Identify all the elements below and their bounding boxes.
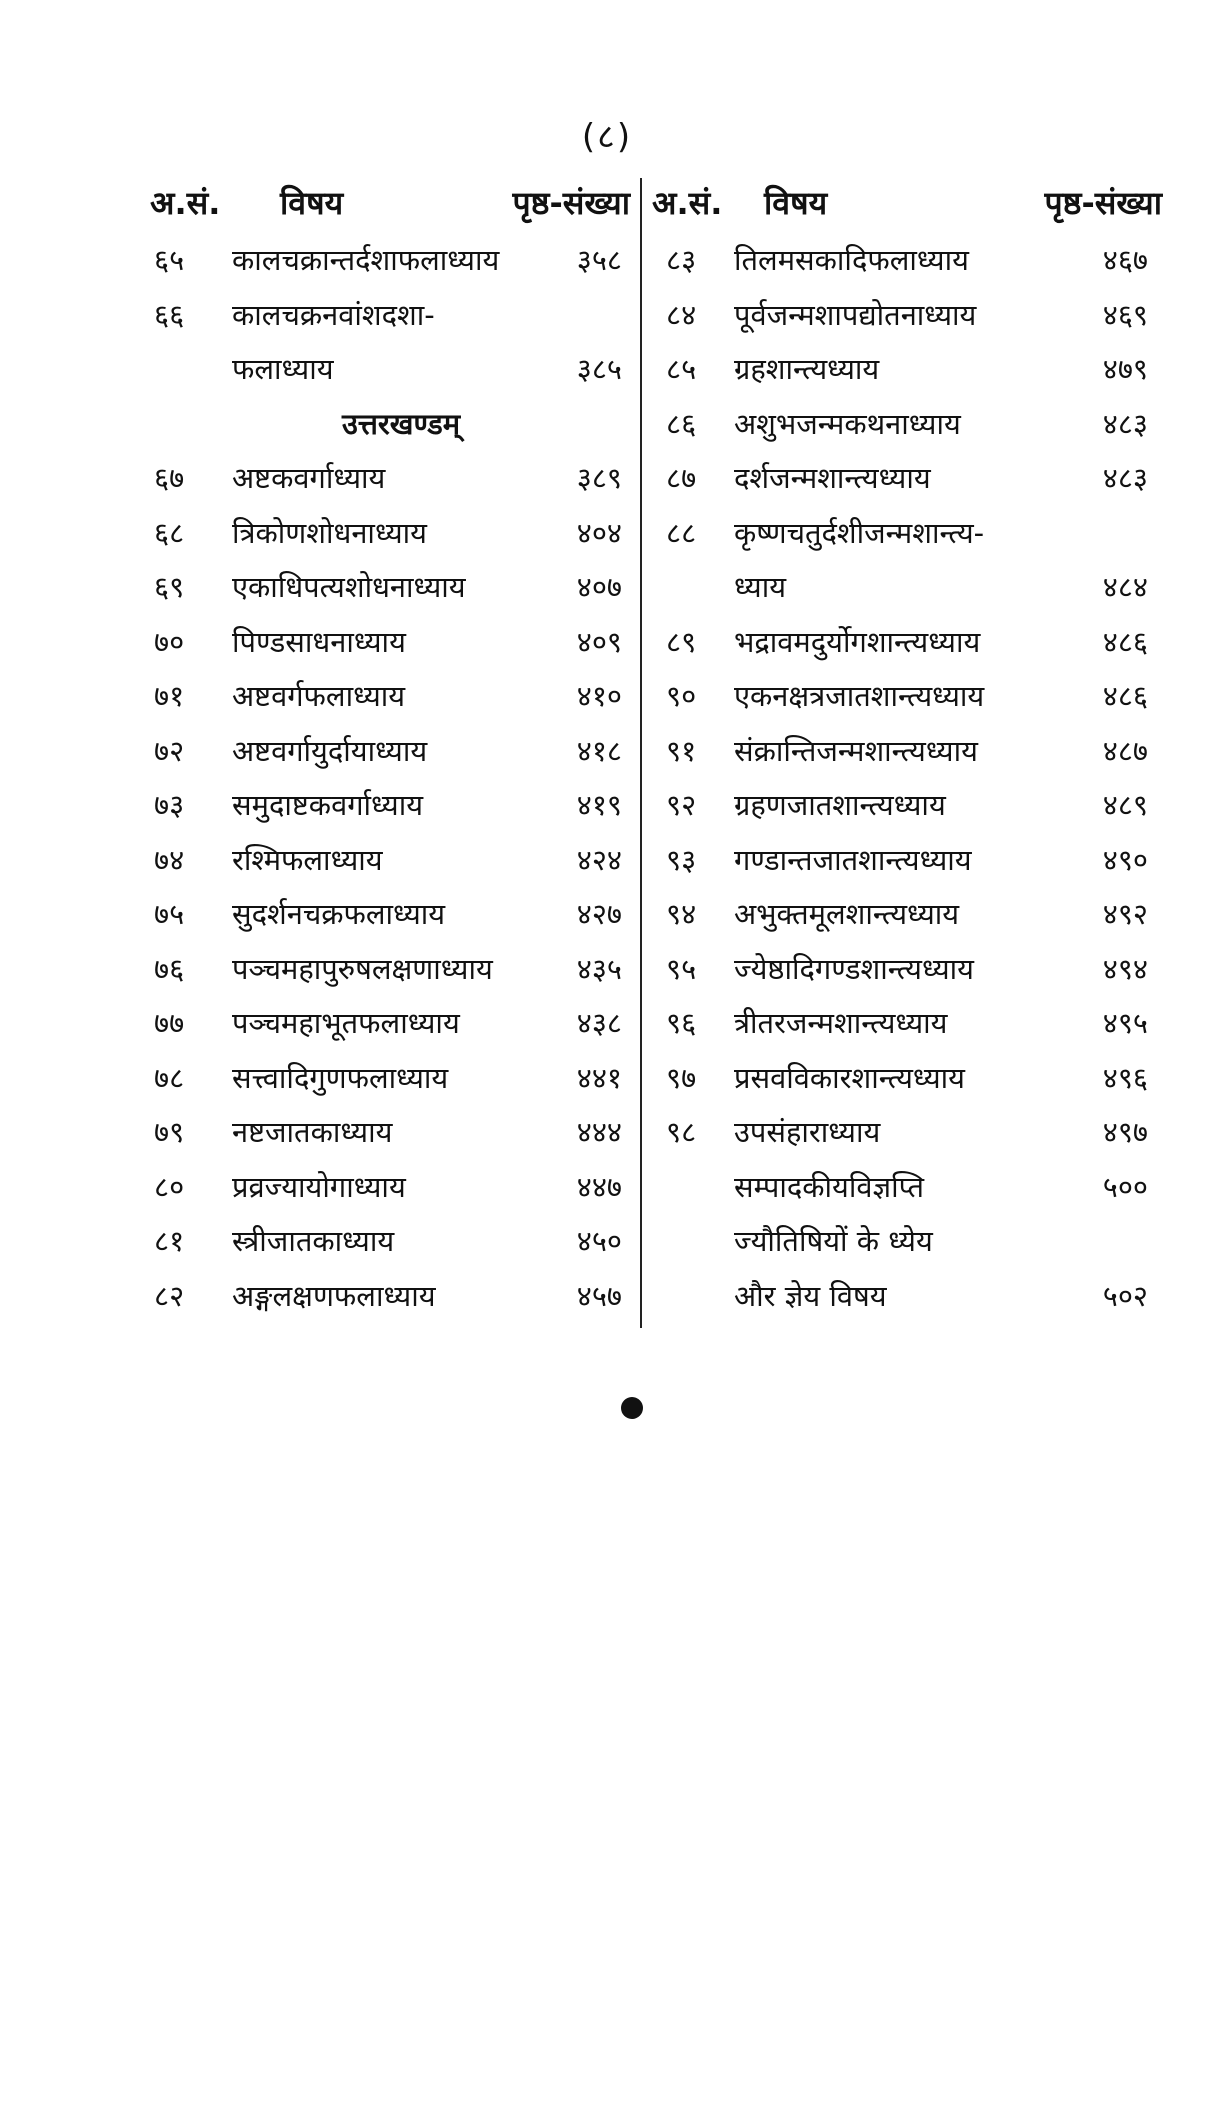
toc-row bbox=[140, 1213, 630, 1268]
toc-left-rows bbox=[140, 232, 630, 1322]
toc-page: ४८६ bbox=[1102, 624, 1148, 659]
toc-title: तिलमसकादिफलाध्याय bbox=[734, 243, 969, 277]
toc-right-rows bbox=[652, 232, 1162, 1322]
toc-num: ६७ bbox=[154, 461, 185, 495]
toc-page: ४४७ bbox=[576, 1169, 622, 1204]
toc-row bbox=[652, 1213, 1162, 1268]
toc-title: अष्टवर्गायुर्दायाध्याय bbox=[232, 733, 428, 768]
toc-page: ४८३ bbox=[1102, 406, 1148, 441]
toc-num: ९६ bbox=[666, 1006, 697, 1040]
toc-title: पञ्चमहाभूतफलाध्याय bbox=[232, 1006, 460, 1040]
toc-row bbox=[140, 886, 630, 941]
toc-page: ४३८ bbox=[576, 1006, 622, 1040]
toc-page: ४०४ bbox=[576, 515, 622, 550]
toc-row bbox=[652, 723, 1162, 778]
toc-num: ६८ bbox=[154, 515, 185, 550]
toc-page: ४४४ bbox=[576, 1115, 622, 1149]
toc-title: सुदर्शनचक्रफलाध्याय bbox=[232, 897, 446, 931]
toc-title: प्रसवविकारशान्त्यध्याय bbox=[734, 1060, 965, 1095]
toc-row bbox=[652, 1268, 1162, 1323]
toc-page: ४५७ bbox=[576, 1278, 622, 1313]
toc-num: ८२ bbox=[154, 1278, 185, 1313]
toc-page: ३८९ bbox=[576, 461, 622, 495]
toc-num: ८७ bbox=[666, 461, 697, 495]
header-page: पृष्ठ-संख्या bbox=[512, 184, 630, 222]
toc-page: ४९७ bbox=[1102, 1115, 1148, 1149]
toc-row bbox=[652, 505, 1162, 560]
toc-page: ४९४ bbox=[1102, 951, 1148, 986]
toc-title: रश्मिफलाध्याय bbox=[232, 842, 383, 877]
toc-title: पञ्चमहापुरुषलक्षणाध्याय bbox=[232, 951, 493, 986]
toc-title: कालचक्रनवांशदशा- bbox=[232, 297, 435, 332]
toc-num: ७९ bbox=[154, 1115, 185, 1149]
page-number: (८) bbox=[581, 117, 633, 157]
toc-row bbox=[140, 995, 630, 1050]
toc-num: ६६ bbox=[154, 297, 185, 332]
toc-row bbox=[140, 341, 630, 396]
toc-num: ९१ bbox=[666, 733, 697, 768]
toc-row bbox=[652, 232, 1162, 287]
toc-title: कालचक्रान्तर्दशाफलाध्याय bbox=[232, 243, 500, 277]
toc-page: ४६९ bbox=[1102, 297, 1148, 332]
toc-row bbox=[652, 668, 1162, 723]
toc-row bbox=[652, 941, 1162, 996]
toc-num: ८४ bbox=[666, 297, 697, 332]
toc-title: स्त्रीजातकाध्याय bbox=[232, 1224, 395, 1258]
toc-row bbox=[652, 832, 1162, 887]
toc-row bbox=[652, 1050, 1162, 1105]
toc-page: ४०७ bbox=[576, 570, 622, 604]
toc-page: ४८४ bbox=[1102, 570, 1148, 604]
toc-page: ३५८ bbox=[576, 243, 622, 277]
toc-num: ७६ bbox=[154, 951, 185, 986]
section-heading bbox=[140, 396, 630, 451]
toc-page: ४३५ bbox=[576, 951, 622, 986]
toc-num: ९५ bbox=[666, 951, 697, 986]
toc-title: नष्टजातकाध्याय bbox=[232, 1115, 393, 1149]
toc-left-column bbox=[140, 172, 630, 1322]
toc-right-column bbox=[652, 172, 1162, 1322]
toc-row bbox=[652, 614, 1162, 669]
toc-row bbox=[140, 232, 630, 287]
toc-title: एकनक्षत्रजातशान्त्यध्याय bbox=[734, 679, 985, 713]
toc-row bbox=[652, 287, 1162, 342]
toc-row bbox=[140, 614, 630, 669]
toc-page: ४९२ bbox=[1102, 897, 1148, 931]
toc-page: ४८७ bbox=[1102, 733, 1148, 768]
toc-num: ७७ bbox=[154, 1006, 185, 1040]
toc-title: ज्यौतिषियों के ध्येय bbox=[734, 1224, 933, 1258]
toc-page: ४७९ bbox=[1102, 352, 1148, 386]
toc-row bbox=[140, 1104, 630, 1159]
toc-page: ४०९ bbox=[576, 624, 622, 659]
toc-row bbox=[140, 1268, 630, 1323]
toc-title: अष्टवर्गफलाध्याय bbox=[232, 679, 406, 713]
toc-title: त्रीतरजन्मशान्त्यध्याय bbox=[734, 1006, 948, 1040]
toc-num: ८६ bbox=[666, 406, 697, 441]
toc-page: ४४१ bbox=[576, 1060, 622, 1095]
toc-row bbox=[140, 832, 630, 887]
toc-page: ४८९ bbox=[1102, 788, 1148, 822]
toc-row bbox=[140, 723, 630, 778]
toc-row bbox=[652, 396, 1162, 451]
toc-page: ४१० bbox=[576, 679, 622, 713]
toc-num: ८९ bbox=[666, 624, 697, 659]
header-num: अ.सं. bbox=[150, 184, 221, 222]
toc-title: दर्शजन्मशान्त्यध्याय bbox=[734, 461, 931, 495]
toc-title: समुदाष्टकवर्गाध्याय bbox=[232, 788, 424, 822]
header-num: अ.सं. bbox=[652, 184, 723, 222]
toc-num: ९३ bbox=[666, 842, 697, 877]
toc-title: ग्रहणजातशान्त्यध्याय bbox=[734, 788, 946, 822]
toc-page: ४१८ bbox=[576, 733, 622, 768]
toc-title: ज्येष्ठादिगण्डशान्त्यध्याय bbox=[734, 951, 975, 986]
toc-row bbox=[140, 559, 630, 614]
toc-num: ८८ bbox=[666, 515, 697, 550]
toc-num: ९७ bbox=[666, 1060, 697, 1095]
toc-page: ४२७ bbox=[576, 897, 622, 931]
toc-row bbox=[652, 450, 1162, 505]
toc-page: ४६७ bbox=[1102, 243, 1148, 277]
toc-title: कृष्णचतुर्दशीजन्मशान्त्य- bbox=[734, 515, 985, 550]
toc-num: ७८ bbox=[154, 1060, 185, 1095]
toc-title: संक्रान्तिजन्मशान्त्यध्याय bbox=[734, 733, 978, 768]
toc-title: सत्त्वादिगुणफलाध्याय bbox=[232, 1060, 449, 1095]
column-divider bbox=[640, 178, 642, 1328]
toc-page: ५०० bbox=[1102, 1169, 1148, 1204]
toc-num: ९२ bbox=[666, 788, 697, 822]
toc-row bbox=[652, 995, 1162, 1050]
toc-title: उत्तरखण्डम् bbox=[342, 406, 461, 441]
toc-num: ९४ bbox=[666, 897, 697, 931]
toc-title: त्रिकोणशोधनाध्याय bbox=[232, 515, 427, 550]
toc-num: ७५ bbox=[154, 897, 185, 931]
toc-title: और ज्ञेय विषय bbox=[734, 1278, 887, 1313]
toc-num: ८५ bbox=[666, 352, 697, 386]
toc-num: ७१ bbox=[154, 679, 185, 713]
toc-page: ३८५ bbox=[576, 352, 622, 386]
toc-row bbox=[140, 1050, 630, 1105]
toc-row bbox=[652, 559, 1162, 614]
header-subject: विषय bbox=[280, 184, 344, 222]
toc-title: ध्याय bbox=[734, 570, 787, 604]
toc-row bbox=[652, 1159, 1162, 1214]
toc-row bbox=[140, 668, 630, 723]
toc-num: ९० bbox=[666, 679, 697, 713]
toc-title: पूर्वजन्मशापद्योतनाध्याय bbox=[734, 297, 977, 332]
toc-num: ७० bbox=[154, 624, 185, 659]
toc-row bbox=[652, 886, 1162, 941]
toc-row bbox=[140, 941, 630, 996]
toc-row bbox=[140, 1159, 630, 1214]
toc-title: प्रव्रज्यायोगाध्याय bbox=[232, 1169, 406, 1204]
toc-page: ४१९ bbox=[576, 788, 622, 822]
toc-title: पिण्डसाधनाध्याय bbox=[232, 624, 406, 659]
toc-row bbox=[652, 777, 1162, 832]
toc-page: ४८६ bbox=[1102, 679, 1148, 713]
toc-page: ४९६ bbox=[1102, 1060, 1148, 1095]
end-bullet bbox=[621, 1397, 643, 1419]
toc-header-right bbox=[652, 172, 1162, 232]
toc-num: ६५ bbox=[154, 243, 185, 277]
toc-row bbox=[140, 287, 630, 342]
toc-title: एकाधिपत्यशोधनाध्याय bbox=[232, 570, 466, 604]
toc-num: ८३ bbox=[666, 243, 697, 277]
toc-title: गण्डान्तजातशान्त्यध्याय bbox=[734, 842, 972, 877]
toc-title: ग्रहशान्त्यध्याय bbox=[734, 352, 880, 386]
toc-num: ८० bbox=[154, 1169, 185, 1204]
toc-num: ९८ bbox=[666, 1115, 697, 1149]
toc-num: ७३ bbox=[154, 788, 185, 822]
toc-page: ४८३ bbox=[1102, 461, 1148, 495]
toc-title: सम्पादकीयविज्ञप्ति bbox=[734, 1169, 925, 1204]
header-page: पृष्ठ-संख्या bbox=[1044, 184, 1162, 222]
toc-page: ४२४ bbox=[576, 842, 622, 877]
toc-row bbox=[652, 1104, 1162, 1159]
toc-page: ५०२ bbox=[1102, 1278, 1148, 1313]
toc-header-left bbox=[140, 172, 630, 232]
toc-title: फलाध्याय bbox=[232, 352, 334, 386]
toc-page: ४९५ bbox=[1102, 1006, 1148, 1040]
toc-num: ७४ bbox=[154, 842, 185, 877]
toc-num: ७२ bbox=[154, 733, 185, 768]
toc-num: ६९ bbox=[154, 570, 185, 604]
toc-title: अष्टकवर्गाध्याय bbox=[232, 461, 386, 495]
toc-row bbox=[652, 341, 1162, 396]
toc-title: उपसंहाराध्याय bbox=[734, 1115, 881, 1149]
toc-page: ४९० bbox=[1102, 842, 1148, 877]
toc-title: भद्रावमदुर्योगशान्त्यध्याय bbox=[734, 624, 981, 659]
toc-title: अभुक्तमूलशान्त्यध्याय bbox=[734, 897, 960, 931]
header-subject: विषय bbox=[764, 184, 828, 222]
toc-page: ४५० bbox=[576, 1224, 622, 1258]
toc-row bbox=[140, 505, 630, 560]
toc-title: अशुभजन्मकथनाध्याय bbox=[734, 406, 961, 441]
toc-row bbox=[140, 450, 630, 505]
toc-title: अङ्गलक्षणफलाध्याय bbox=[232, 1278, 436, 1313]
toc-num: ८१ bbox=[154, 1224, 185, 1258]
toc-row bbox=[140, 777, 630, 832]
